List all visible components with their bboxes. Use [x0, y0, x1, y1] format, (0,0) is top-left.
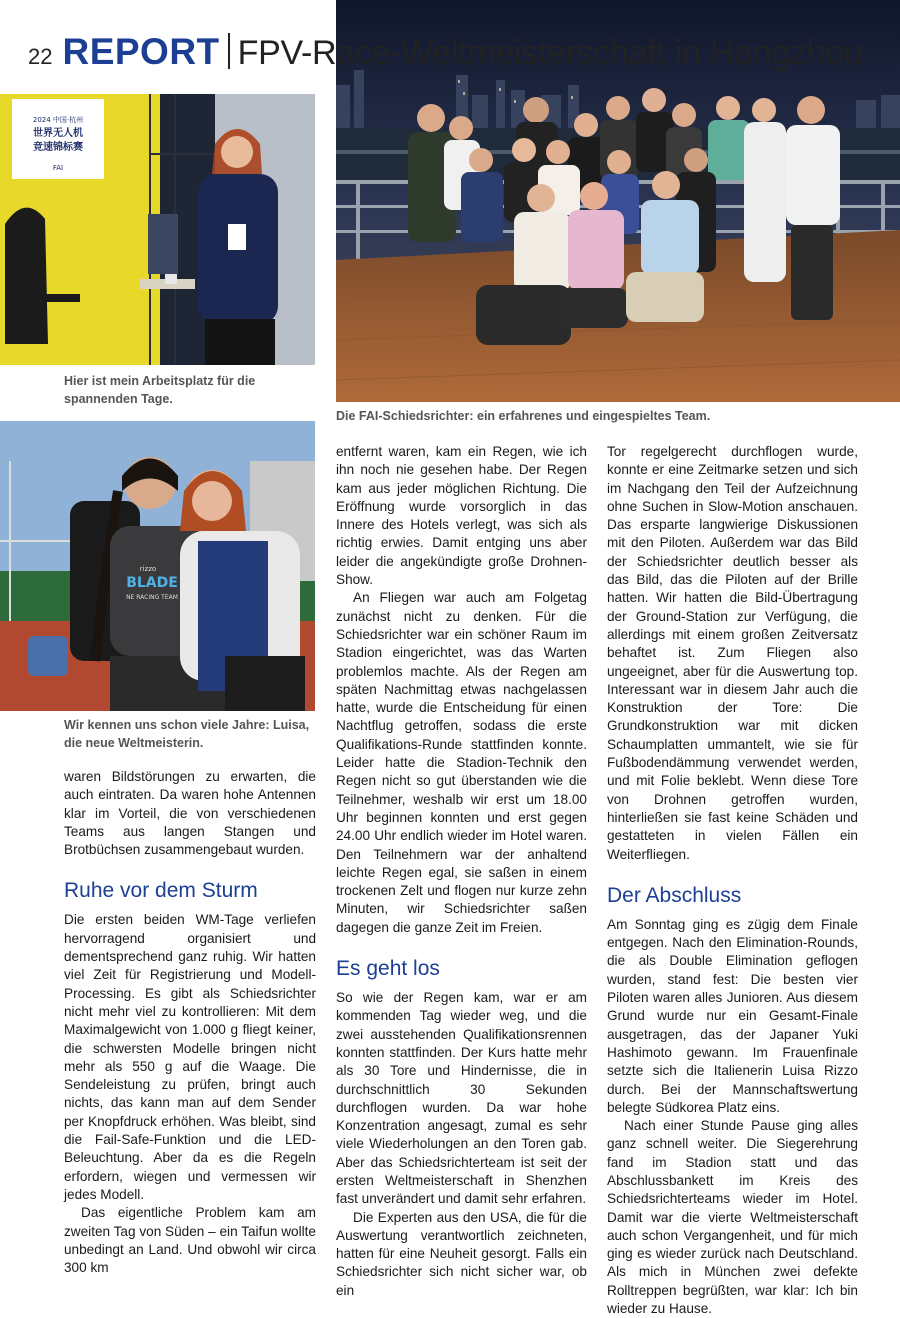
col2-paragraph-1: entfernt waren, kam ein Regen, wie ich ihn noch nie gesehen habe. Der Regen kam aus jeder möglichen Richtung. Die Eröffnung wurde vorsorglich in das Innere des Hotels verlegt, was sich als richtig erwies. Damit entging uns aber leider die angekündigte große Drohnen-Show. [336, 444, 587, 588]
shirt-text-1: rizzo [139, 565, 157, 573]
heading-der-abschluss: Der Abschluss [607, 883, 742, 907]
banner-line-3: 竞速锦标赛 [33, 142, 83, 153]
col3-paragraph-1: Tor regelgerecht durchflogen wurde, konnte er eine Zeitmarke setzen und sich im Nachgang den Teil der Aufzeichnung ohne Suchen in Slow-Motion anschauen. Das ersparte langwierige Diskussionen mit den Piloten. Außerdem war das Bild der Schiedsrichter deutlich besser als das Bild, das die Piloten auf der Brille hatten. Wir hatten die Bild-Übertragung der Ground-Station zur Verfügung, die allerdings mit einem großen Zeitversatz behaftet ist. Zum Fliegen also ungeeignet, aber für die Auswertung top. Interessant war in diesem Jahr auch die Konstruktion der Tore: Die Grundkonstruktion war mit dicken Schaumplatten ummantelt, wie sie für Fußbodendämmung verwendet werden, und mit Folie beklebt. Wenn diese Tore von Drohnen getroffen wurden, hinterließen sie fast keine Schäden und gestatteten in vielen Fällen ein Weiterfliegen. [607, 444, 858, 862]
article-title: FPV-Race-Weltmeisterschaft in Hangzhou [237, 34, 863, 72]
banner-line-2: 世界无人机 [33, 128, 83, 139]
col3-paragraph-3: Nach einer Stunde Pause ging alles ganz schnell weiter. Die Siegerehrung fand im Stadion statt und das Abschlussbankett im Kreis des Schiedsrichterteams wieder im Hotel. Damit war die vierte Weltmeisterschaft auch schon Vergangenheit, und für mich ging es wieder zurück nach Deutschland. Als mich in München zwei defekte Rolltreppen begrüßten, war klar: Ich bin wieder zu Hause. [607, 1118, 858, 1317]
luisa-photo-image [0, 421, 315, 711]
shirt-text-3: NE RACING TEAM [126, 594, 178, 601]
col1-paragraph-2: Die ersten beiden WM-Tage verliefen hervorragend organisiert und dementsprechend ganz ruhig. Wir hatten viel Zeit für Registrierung und Modell-Processing. Es gibt als Schiedsrichter nicht mehr viel zu kontrollieren: Mit dem Maximalgewicht von 1.000 g fliegt keiner, die schwersten Modelle bringen nicht mehr als 550 g auf die Waage. Die Sendeleistung zu prüfen, bringt auch nichts, das kann man auf dem Sender per Knopfdruck erhöhen. Was bleibt, sind die Fail-Safe-Funktion und die LED-Beleuchtung. Aber da es die Regeln erfordern, wiegen und vermessen wir jedes Modell. [64, 912, 316, 1202]
column-1 [64, 768, 316, 1277]
banner-logo: FAI [52, 164, 64, 172]
section-label: REPORT [62, 31, 220, 72]
team-caption: Die FAI-Schiedsrichter: ein erfahrenes und eingespieltes Team. [336, 409, 711, 423]
col1-paragraph-3: Das eigentliche Problem kam am zweiten Tag von Süden – ein Taifun wollte unbedingt an Land. Und obwohl wir circa 300 km [64, 1205, 316, 1276]
workplace-photo-image [0, 94, 315, 365]
luisa-caption: Wir kennen uns schon viele Jahre: Luisa, die neue Weltmeisterin. [64, 718, 310, 750]
col1-paragraph-1: waren Bildstörungen zu erwarten, die auch eintraten. Da waren hohe Antennen klar im Vorteil, die von verschiedenen Teams aus langen Stangen und Brotbüchsen zusammengebaut wurden. [64, 769, 316, 858]
col2-paragraph-4: Die Experten aus den USA, die für die Auswertung verantwortlich zeichneten, hatten für eine Neuheit gesorgt. Falls ein Schiedsrichter sich nicht sicher war, ob ein [336, 1209, 587, 1298]
column-3 [607, 443, 858, 1318]
column-2 [336, 443, 587, 1300]
page-number: 22 [28, 44, 53, 69]
heading-es-geht-los: Es geht los [336, 957, 440, 981]
col2-paragraph-3: So wie der Regen kam, war er am kommenden Tag wieder weg, und die zwei ausstehenden Qualifikationsrennen konnten stattfinden. Der Kurs hatte mehr als 30 Tore und Hindernisse, die in durchschnittlich 30 Sekunden durchflogen wurden. Da war hohe Konzentration angesagt, zumal es sehr viele Wiederholungen an den Toren gab. Aber das Schiedsrichterteam ist seit der ersten Weltmeisterschaft in Shenzhen fast unverändert und damit sehr erfahren. [336, 990, 587, 1207]
col2-paragraph-2: An Fliegen war auch am Folgetag zunächst nicht zu denken. Für die Schiedsrichter war ein schöner Raum im Stadion eingerichtet, was das Warten problemlos machte. Als der Regen am späten Nachmittag etwas nachgelassen hatte, wurde die Entscheidung für einen Nachtflug getroffen, sodass die erste Qualifikations-Runde stattfinden konnte. Leider hatte die Stadion-Technik den Regen nicht so gut überstanden wie die Teilnehmer, weshalb wir erst um 18.00 Uhr beginnen konnten und erst gegen 24.00 Uhr endlich wieder im Hotel waren. Den Teilnehmern war der anhaltend leichte Regen egal, sie saßen in einem trockenen Zelt und flogen nur kurze zehn Minuten, wir Schiedsrichter saßen dagegen die ganze Zeit im Freien. [336, 590, 587, 935]
shirt-text-2: BLADE [126, 575, 178, 591]
workplace-caption: Hier ist mein Arbeitsplatz für die spannenden Tage. [64, 374, 256, 406]
banner-line-1: 2024 中国·杭州 [32, 116, 84, 124]
header-divider [228, 33, 230, 69]
luisa-photo [0, 421, 315, 711]
page-header [28, 28, 862, 78]
heading-ruhe-vor-dem-sturm: Ruhe vor dem Sturm [64, 879, 258, 903]
workplace-photo [0, 94, 315, 365]
col3-paragraph-2: Am Sonntag ging es zügig dem Finale entgegen. Nach den Elimination-Rounds, die als Double Elimination geflogen wurden, stand fest: Die besten vier Piloten waren alles Junioren. Aus diesem Grund wurde nur ein Gesamt-Finale ausgetragen, das der Japaner Yuki Hashimoto gewann. Im Frauenfinale setzte sich die Italienerin Luisa Rizzo durch. Bei der Mannschaftswertung belegte Südkorea Platz eins. [607, 916, 858, 1115]
